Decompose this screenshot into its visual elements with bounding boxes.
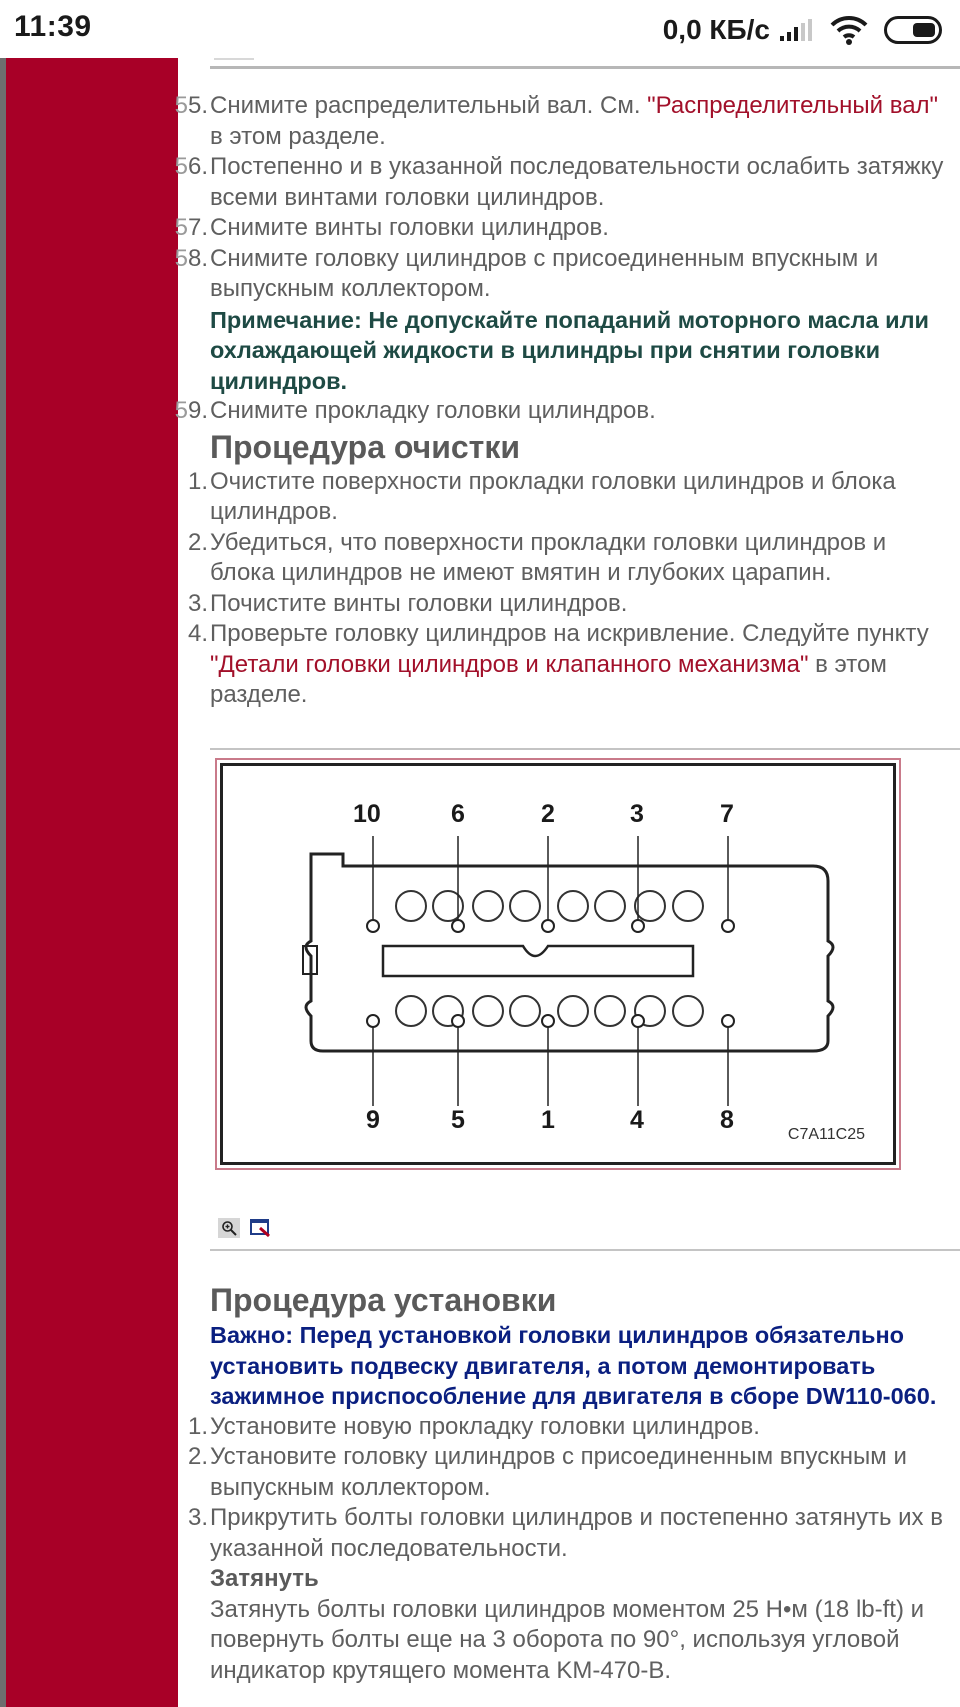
link-valve-train[interactable]: "Детали головки цилиндров и клапанного механизма": [210, 650, 809, 678]
bolt-label: 4: [630, 1106, 644, 1134]
battery-icon: [884, 16, 942, 44]
list-item: 2. Установите головку цилиндров с присоединенным впускным и выпускным коллектором.: [187, 1443, 907, 1501]
bolt-label: 5: [451, 1106, 465, 1134]
list-item: 58. Снимите головку цилиндров с присоединенным впускным и выпускным коллектором.: [174, 244, 879, 302]
list-item: 3. Прикрутить болты головки цилиндров и постепенно затянуть их в указанной последовательности.: [187, 1504, 943, 1562]
wifi-icon: [830, 15, 868, 45]
bolt-label: 7: [720, 800, 734, 828]
zoom-in-icon[interactable]: [218, 1218, 240, 1238]
figure-toolbar: [218, 1218, 272, 1238]
list-item: 57. Снимите винты головки цилиндров.: [174, 214, 609, 241]
bolt-label: 10: [353, 800, 381, 828]
sidebar-panel: [6, 58, 178, 1707]
list-item: 1. Установите новую прокладку головки цилиндров.: [187, 1412, 760, 1440]
bolt-label: 1: [541, 1106, 555, 1134]
install-heading: Процедура установки: [210, 1282, 557, 1318]
document-content: [174, 58, 960, 1707]
separator: [210, 748, 960, 750]
network-speed: 0,0 КБ/с: [662, 14, 770, 45]
open-window-icon[interactable]: [250, 1218, 272, 1238]
removal-steps-list: [174, 91, 955, 711]
link-camshaft[interactable]: "Распределительный вал": [647, 92, 939, 119]
list-item: 4. Проверьте головку цилиндров на искривление. Следуйте пункту "Детали головки цилиндров и клапанного механизма" в этом разделе.: [187, 620, 929, 708]
list-item: 3. Почистите винты головки цилиндров.: [187, 589, 628, 617]
tighten-label: Затянуть: [210, 1565, 319, 1592]
bolt-label: 9: [366, 1106, 380, 1134]
bolt-label: 3: [630, 800, 644, 828]
list-item: 1. Очистите поверхности прокладки головки цилиндров и блока цилиндров.: [187, 467, 896, 525]
figure-code: C7A11C25: [787, 1126, 865, 1143]
signal-icon: [780, 19, 812, 41]
cleaning-heading: Процедура очистки: [210, 428, 521, 465]
bolt-label: 6: [451, 800, 465, 828]
top-fragment: [214, 58, 254, 60]
separator: [210, 1249, 960, 1251]
cylinder-head-drawing: [223, 766, 896, 1165]
list-item: 56. Постепенно и в указанной последовательности ослабить затяжку всеми винтами головки цилиндров.: [174, 153, 944, 211]
bolt-label: 2: [541, 800, 555, 828]
bolt-label: 8: [720, 1106, 734, 1134]
cylinder-head-diagram[interactable]: [215, 758, 901, 1170]
tighten-text: Затянуть болты головки цилиндров моментом 25 Н•м (18 lb-ft) и повернуть болты еще на 3 оборота по 90°, используя угловой индикатор крутящего момента KM-470-B.: [210, 1595, 925, 1684]
important-note: Важно: Перед установкой головки цилиндров обязательно установить подвеску двигателя, а потом демонтировать зажимное приспособление для двигателя в сборе DW110-060.: [210, 1322, 937, 1409]
removal-note: Примечание: Не допускайте попаданий моторного масла или охлаждающей жидкости в цилиндры при снятии головки цилиндров.: [210, 306, 929, 394]
status-icons: [663, 10, 942, 50]
install-section: [187, 1280, 955, 1686]
status-bar: [0, 0, 960, 58]
top-separator: [210, 66, 960, 69]
list-item: 59. Снимите прокладку головки цилиндров.: [174, 397, 656, 424]
status-time: 11:39: [14, 10, 92, 43]
list-item: 55. Снимите распределительный вал. См. "Распределительный вал" в этом разделе.: [174, 92, 939, 150]
list-item: 2. Убедиться, что поверхности прокладки головки цилиндров и блока цилиндров не имеют вмятин и глубоких царапин.: [187, 528, 887, 586]
